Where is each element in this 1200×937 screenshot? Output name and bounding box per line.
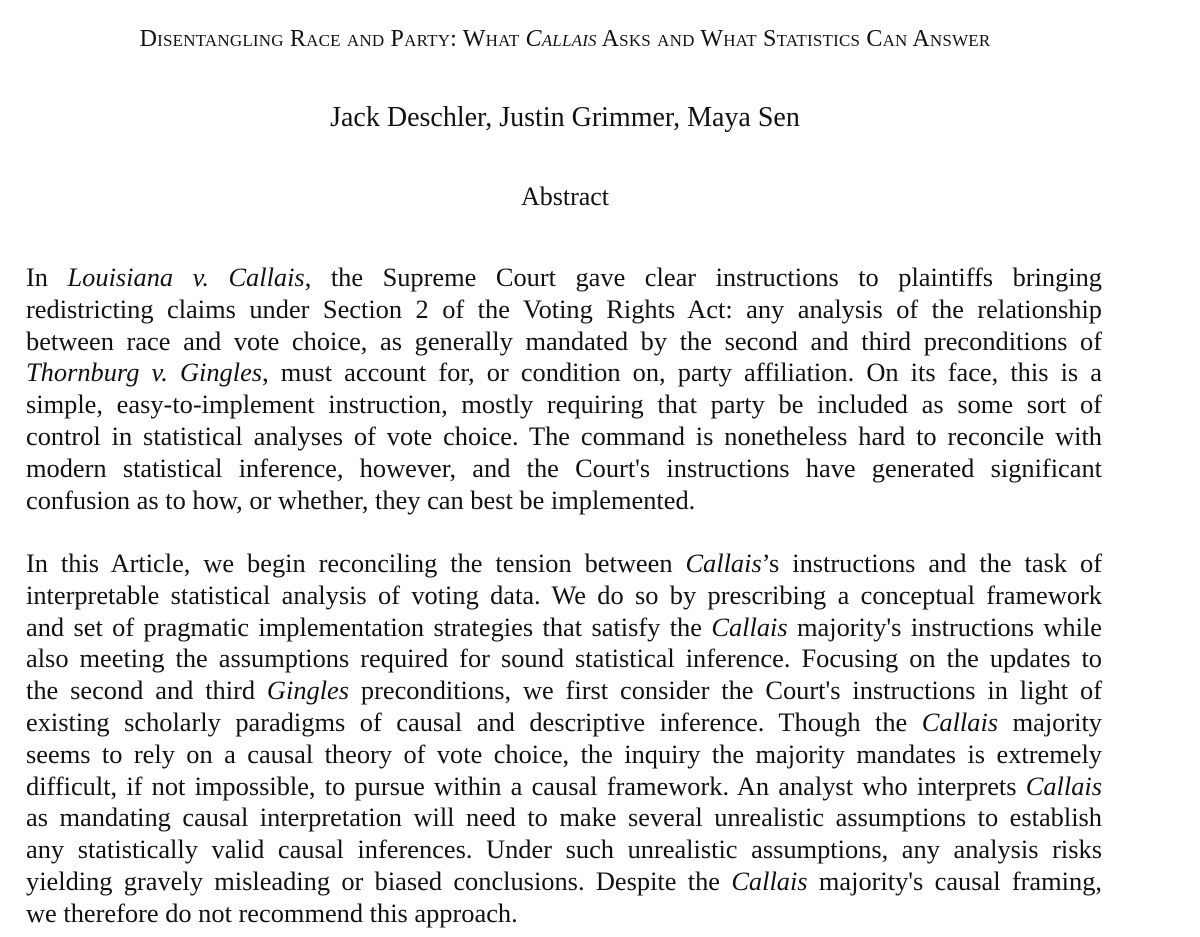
- text-line: [26, 612, 1102, 644]
- text-run: In this Article, we begin reconciling the tension between: [26, 548, 686, 578]
- text-run: , must account for, or condition on, party affiliation. On its face, this is a: [262, 357, 1102, 388]
- text-run: between race and vote choice, as generally mandated by the second and third preconditions of: [26, 325, 1102, 356]
- text-run: majority's instructions while: [787, 611, 1102, 642]
- title-part-2: Asks and What Statistics Can Answer: [596, 26, 991, 52]
- italic-text: Callais: [685, 548, 762, 578]
- text-line: [26, 675, 1102, 707]
- italic-text: Callais: [731, 865, 808, 896]
- abstract-paragraph-2: [26, 548, 1102, 930]
- text-line: [26, 739, 1102, 771]
- title-italic-case-name: Callais: [525, 26, 597, 52]
- text-run: existing scholarly paradigms of causal and descriptive inference. Though the: [26, 706, 922, 737]
- text-run: interpretable statistical analysis of voting data. We do so by prescribing a conceptual framework: [26, 579, 1102, 610]
- author-list: Jack Deschler, Justin Grimmer, Maya Sen: [330, 102, 800, 133]
- title-part-1: Disentangling Race and Party: What: [139, 26, 526, 52]
- text-line: [26, 707, 1102, 739]
- text-run: the second and third: [26, 675, 267, 706]
- text-run: also meeting the assumptions required for sound statistical inference. Focusing on the updates to: [26, 643, 1102, 674]
- text-run: , the Supreme Court gave clear instructions to plaintiffs bringing: [304, 262, 1102, 292]
- italic-text: Thornburg v. Gingles: [26, 357, 263, 388]
- text-run: modern statistical inference, however, and the Court's instructions have generated significant: [26, 452, 1102, 483]
- text-line: [26, 421, 1102, 453]
- text-line: [26, 357, 1102, 389]
- italic-text: Louisiana v. Callais: [67, 262, 305, 292]
- text-run: majority: [998, 706, 1102, 737]
- text-line: [26, 866, 1102, 898]
- text-line: [26, 898, 1102, 930]
- text-run: In: [26, 262, 68, 292]
- text-run: confusion as to how, or whether, they can best be implemented.: [26, 484, 696, 515]
- abstract-heading: Abstract: [520, 182, 610, 211]
- text-line: [26, 262, 1102, 294]
- italic-text: Callais: [921, 706, 999, 737]
- text-line: [26, 643, 1102, 675]
- text-run: any statistically valid causal inferences. Under such unrealistic assumptions, any analysis risks: [26, 834, 1102, 865]
- text-run: ’s instructions and the task of: [761, 548, 1102, 578]
- paper-title: [0, 26, 1130, 53]
- text-line: [26, 834, 1102, 866]
- text-run: we therefore do not recommend this approach.: [26, 897, 518, 928]
- text-run: redistricting claims under Section 2 of the Voting Rights Act: any analysis of the relationship: [26, 293, 1102, 324]
- italic-text: Callais: [1025, 770, 1102, 801]
- text-run: control in statistical analyses of vote choice. The command is nonetheless hard to reconcile with: [26, 420, 1102, 451]
- text-line: [26, 453, 1102, 485]
- italic-text: Gingles: [266, 675, 350, 706]
- text-run: yielding gravely misleading or biased conclusions. Despite the: [26, 865, 732, 896]
- italic-text: Callais: [711, 611, 788, 642]
- abstract-paragraph-1: [26, 262, 1102, 516]
- text-run: and set of pragmatic implementation strategies that satisfy the: [26, 611, 712, 642]
- text-line: [26, 771, 1102, 803]
- text-run: seems to rely on a causal theory of vote choice, the inquiry the majority mandates is extremely: [26, 738, 1102, 769]
- text-line: [26, 580, 1102, 612]
- text-line: [26, 802, 1102, 834]
- text-line: [26, 485, 1102, 517]
- text-line: [26, 294, 1102, 326]
- text-line: [26, 326, 1102, 358]
- text-run: difficult, if not impossible, to pursue within a causal framework. An analyst who interprets: [26, 770, 1026, 801]
- text-run: preconditions, we first consider the Court's instructions in light of: [349, 675, 1102, 706]
- text-run: simple, easy-to-implement instruction, mostly requiring that party be included as some sort of: [26, 389, 1102, 420]
- text-run: as mandating causal interpretation will need to make several unrealistic assumptions to establish: [26, 802, 1102, 833]
- text-run: majority's causal framing,: [807, 865, 1102, 896]
- text-line: [26, 389, 1102, 421]
- text-line: [26, 548, 1102, 580]
